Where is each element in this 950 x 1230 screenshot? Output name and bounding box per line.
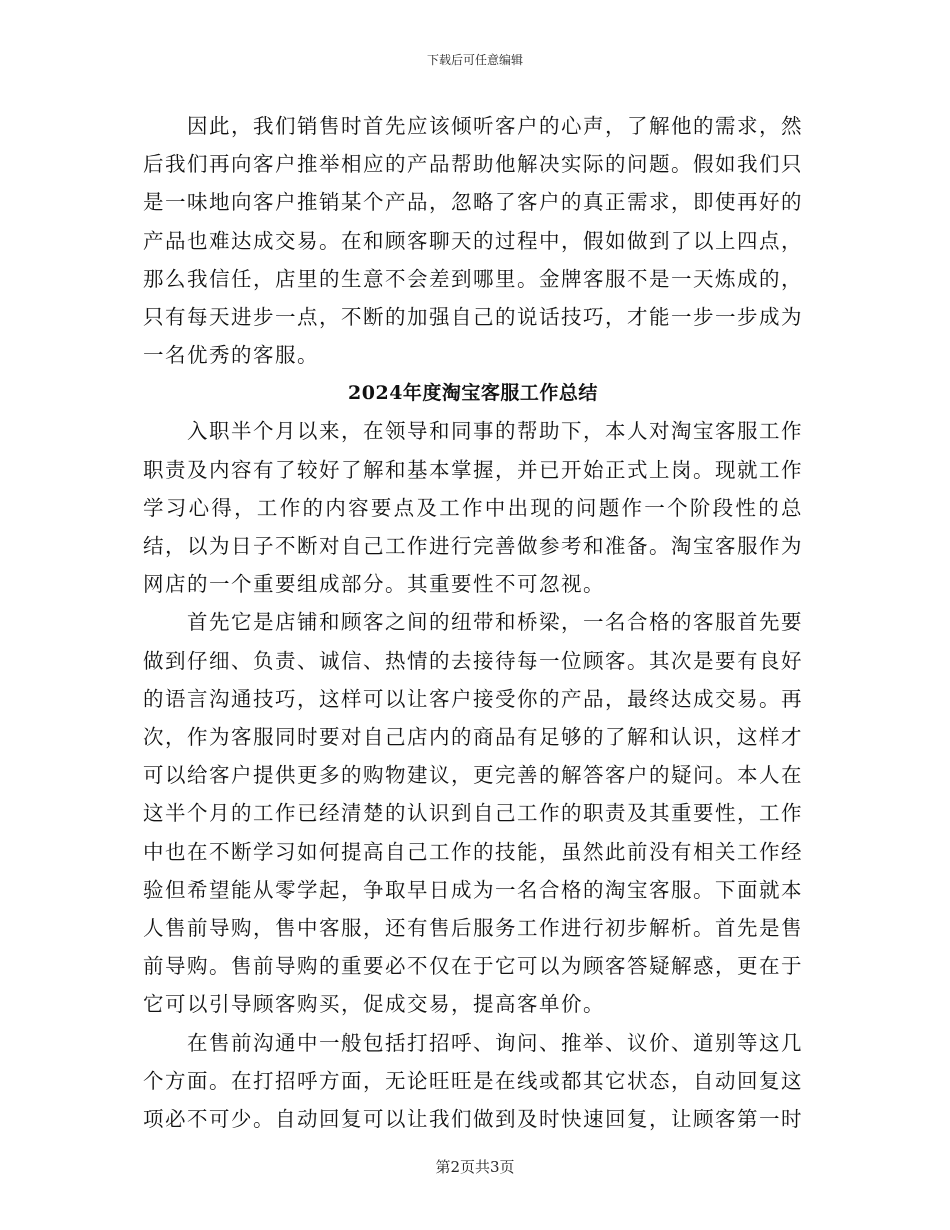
paragraph-1: 入职半个月以来，在领导和同事的帮助下，本人对淘宝客服工作职责及内容有了较好了解和基本掌握，并已开始正式上岗。现就工作学习心得，工作的内容要点及工作中出现的问题作一个阶段性的总结，以为日子不断对自己工作进行完善做参考和准备。淘宝客服作为网店的一个重要组成部分。其重要性不可忽视。 (143, 419, 803, 597)
page-number-footer: 第2页共3页 (435, 1158, 515, 1176)
page-header: 下载后可任意编辑 (426, 53, 523, 67)
document-body (143, 107, 803, 1138)
paragraph-3: 在售前沟通中一般包括打招呼、询问、推举、议价、道别等这几个方面。在打招呼方面，无论旺旺是在线或都其它状态，自动回复这项必不可少。自动回复可以让我们做到及时快速回复，让顾客第一时 (143, 1030, 803, 1132)
paragraph-2: 首先它是店铺和顾客之间的纽带和桥梁，一名合格的客服首先要做到仔细、负责、诚信、热情的去接待每一位顾客。其次是要有良好的语言沟通技巧，这样可以让客户接受你的产品，最终达成交易。再次，作为客服同时要对自己店内的商品有足够的了解和认识，这样才可以给客户提供更多的购物建议，更完善的解答客户的疑问。本人在这半个月的工作已经清楚的认识到自己工作的职责及其重要性，工作中也在不断学习如何提高自己工作的技能，虽然此前没有相关工作经验但希望能从零学起，争取早日成为一名合格的淘宝客服。下面就本人售前导购，售中客服，还有售后服务工作进行初步解析。首先是售前导购。售前导购的重要必不仅在于它可以为顾客答疑解惑，更在于它可以引导顾客购买，促成交易，提高客单价。 (143, 610, 803, 1017)
paragraph-intro: 因此，我们销售时首先应该倾听客户的心声，了解他的需求，然后我们再向客户推举相应的产品帮助他解决实际的问题。假如我们只是一味地向客户推销某个产品，忽略了客户的真正需求，即使再好的产品也难达成交易。在和顾客聊天的过程中，假如做到了以上四点，那么我信任，店里的生意不会差到哪里。金牌客服不是一天炼成的，只有每天进步一点，不断的加强自己的说话技巧，才能一步一步成为一名优秀的客服。 (143, 114, 803, 368)
section-title: 2024年度淘宝客服工作总结 (348, 382, 598, 405)
